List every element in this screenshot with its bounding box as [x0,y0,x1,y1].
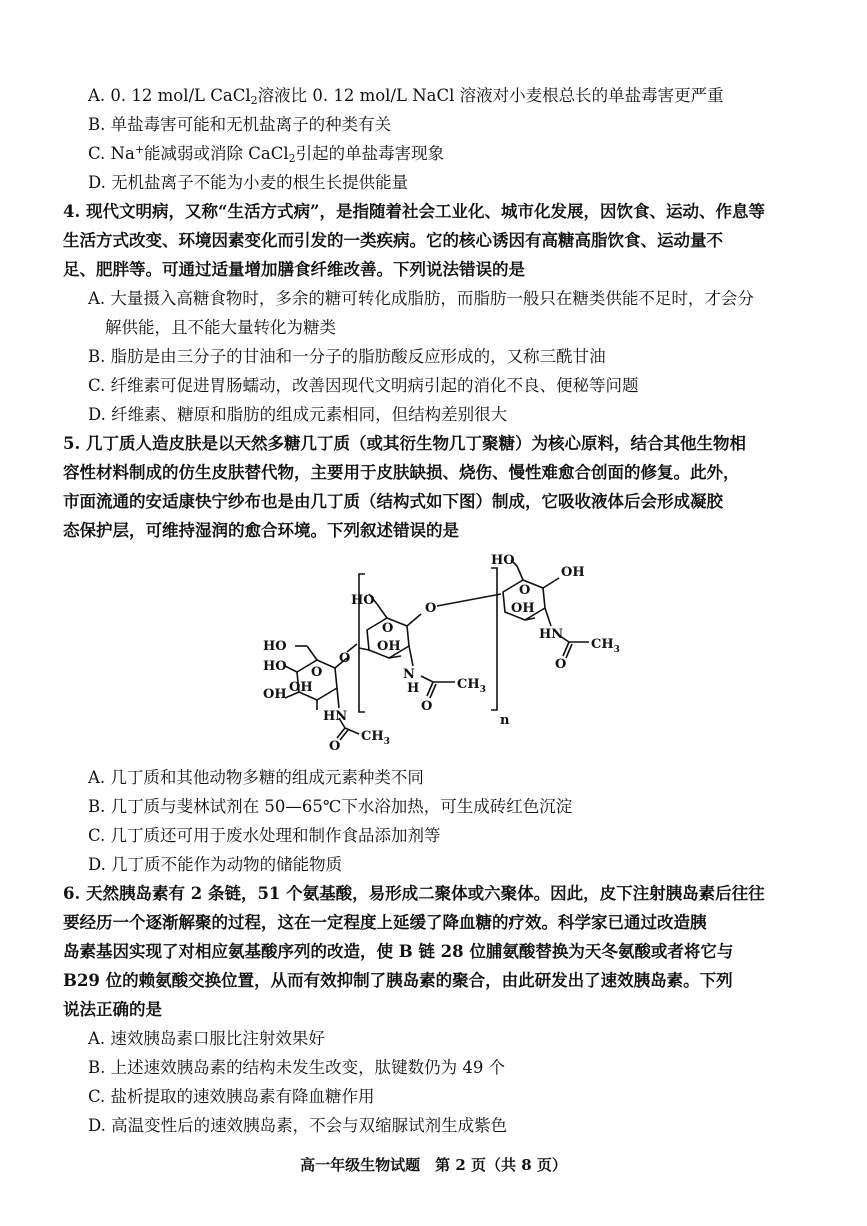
left-ring-o: O [311,665,323,680]
link-o-left: O [339,651,351,666]
right-carbonyl-o: O [555,657,567,672]
repeat-n: n [500,713,510,728]
q5-stem-line-4: 态保护层，可维持湿润的愈合环境。下列叙述错误的是 [63,521,459,540]
q6-stem-line-4: B29 位的赖氨酸交换位置，从而有效抑制了胰岛素的聚合，由此研发出了速效胰岛素。下列 [63,971,733,990]
left-ch3: $CH_3$ [361,729,390,747]
right-ring-o: O [519,583,531,598]
q6-option-c: C. 盐析提取的速效胰岛素有降血糖作用 [88,1087,375,1106]
right-bracket [491,568,497,710]
q6-stem-line-5: 说法正确的是 [63,1000,162,1019]
q5-stem-line-1: 5. 几丁质人造皮肤是以天然多糖几丁质（或其衍生物几丁聚糖）为核心原料，结合其他生物相 [63,434,746,453]
q5-option-d: D. 几丁质不能作为动物的储能物质 [88,855,343,874]
page-footer: 高一年级生物试题 第 2 页（共 8 页） [300,1156,567,1174]
q4-stem-line-3: 足、肥胖等。可通过适量增加膳食纤维改善。下列说法错误的是 [63,260,525,279]
q6-option-a: A. 速效胰岛素口服比注射效果好 [88,1029,325,1048]
q4-stem-line-2: 生活方式改变、环境因素变化而引发的一类疾病。它的核心诱因有高糖高脂饮食、运动量不 [63,231,723,250]
q6-option-d: D. 高温变性后的速效胰岛素，不会与双缩脲试剂生成紫色 [88,1116,508,1135]
right-hn: HN [539,627,564,642]
q6-stem-line-1: 6. 天然胰岛素有 2 条链，51 个氨基酸，易形成二聚体或六聚体。因此，皮下注射胰岛素后往往 [63,884,765,903]
q5-option-a: A. 几丁质和其他动物多糖的组成元素种类不同 [88,768,424,787]
q3-option-b: B. 单盐毒害可能和无机盐离子的种类有关 [88,115,392,134]
middle-ring-o: O [382,621,394,636]
middle-ch3: $CH_3$ [457,677,486,695]
q4-option-a-line-2: 解供能，且不能大量转化为糖类 [105,318,336,337]
q3-option-c: C. Na+能减弱或消除 CaCl$_2$引起的单盐毒害现象 [88,143,445,165]
q4-option-d: D. 纤维素、糖原和脂肪的组成元素相同，但结构差别很大 [88,405,508,424]
middle-carbonyl-o: O [421,699,433,714]
link-o-middle: O [425,601,437,616]
q5-stem-line-2: 容性材料制成的仿生皮肤替代物，主要用于皮肤缺损、烧伤、慢性难愈合创面的修复。此外， [63,463,740,482]
q6-option-b: B. 上述速效胰岛素的结构未发生改变，肽键数仍为 49 个 [88,1058,506,1077]
q3-option-a: A. 0. 12 mol/L CaCl$_2$溶液比 0. 12 mol/L NaCl 溶液对小麦根总长的单盐毒害更严重 [88,86,724,107]
chitin-structure-diagram [255,548,635,760]
q6-stem-line-2: 要经历一个逐渐解聚的过程，这在一定程度上延缓了降血糖的疗效。科学家已通过改造胰 [63,913,707,932]
q4-option-c: C. 纤维素可促进胃肠蠕动，改善因现代文明病引起的消化不良、便秘等问题 [88,376,639,395]
left-ho-top: HO [263,639,287,654]
q5-stem-line-3: 市面流通的安适康快宁纱布也是由几丁质（结构式如下图）制成，它吸收液体后会形成凝胶 [63,492,723,511]
q6-stem-line-3: 岛素基因实现了对相应氨基酸序列的改造，使 B 链 28 位脯氨酸替换为天冬氨酸或者将它与 [63,942,734,961]
q5-option-c: C. 几丁质还可用于废水处理和制作食品添加剂等 [88,826,441,845]
left-ho-mid: HO [263,659,287,674]
q3-option-d: D. 无机盐离子不能为小麦的根生长提供能量 [88,173,409,192]
middle-oh: OH [377,639,401,654]
q4-option-b: B. 脂肪是由三分子的甘油和一分子的脂肪酸反应形成的，又称三酰甘油 [88,347,606,366]
left-oh: OH [263,687,287,702]
left-carbonyl-o: O [329,739,341,754]
q4-stem-line-1: 4. 现代文明病，又称“生活方式病”，是指随着社会工业化、城市化发展，因饮食、运动、作息等 [63,202,765,221]
right-ho: HO [491,553,515,568]
middle-h: H [407,681,420,696]
q4-option-a-line-1: A. 大量摄入高糖食物时，多余的糖可转化成脂肪，而脂肪一般只在糖类供能不足时，才会分 [88,289,754,308]
middle-ho: HO [351,593,375,608]
left-hn: HN [323,709,348,724]
right-ch3: $CH_3$ [591,637,620,655]
left-ring-oh: OH [289,680,313,695]
right-oh-top: OH [561,565,585,580]
q5-option-b: B. 几丁质与斐林试剂在 50—65℃下水浴加热，可生成砖红色沉淀 [88,797,573,816]
right-oh-mid: OH [511,601,535,616]
middle-n: N [403,667,415,682]
